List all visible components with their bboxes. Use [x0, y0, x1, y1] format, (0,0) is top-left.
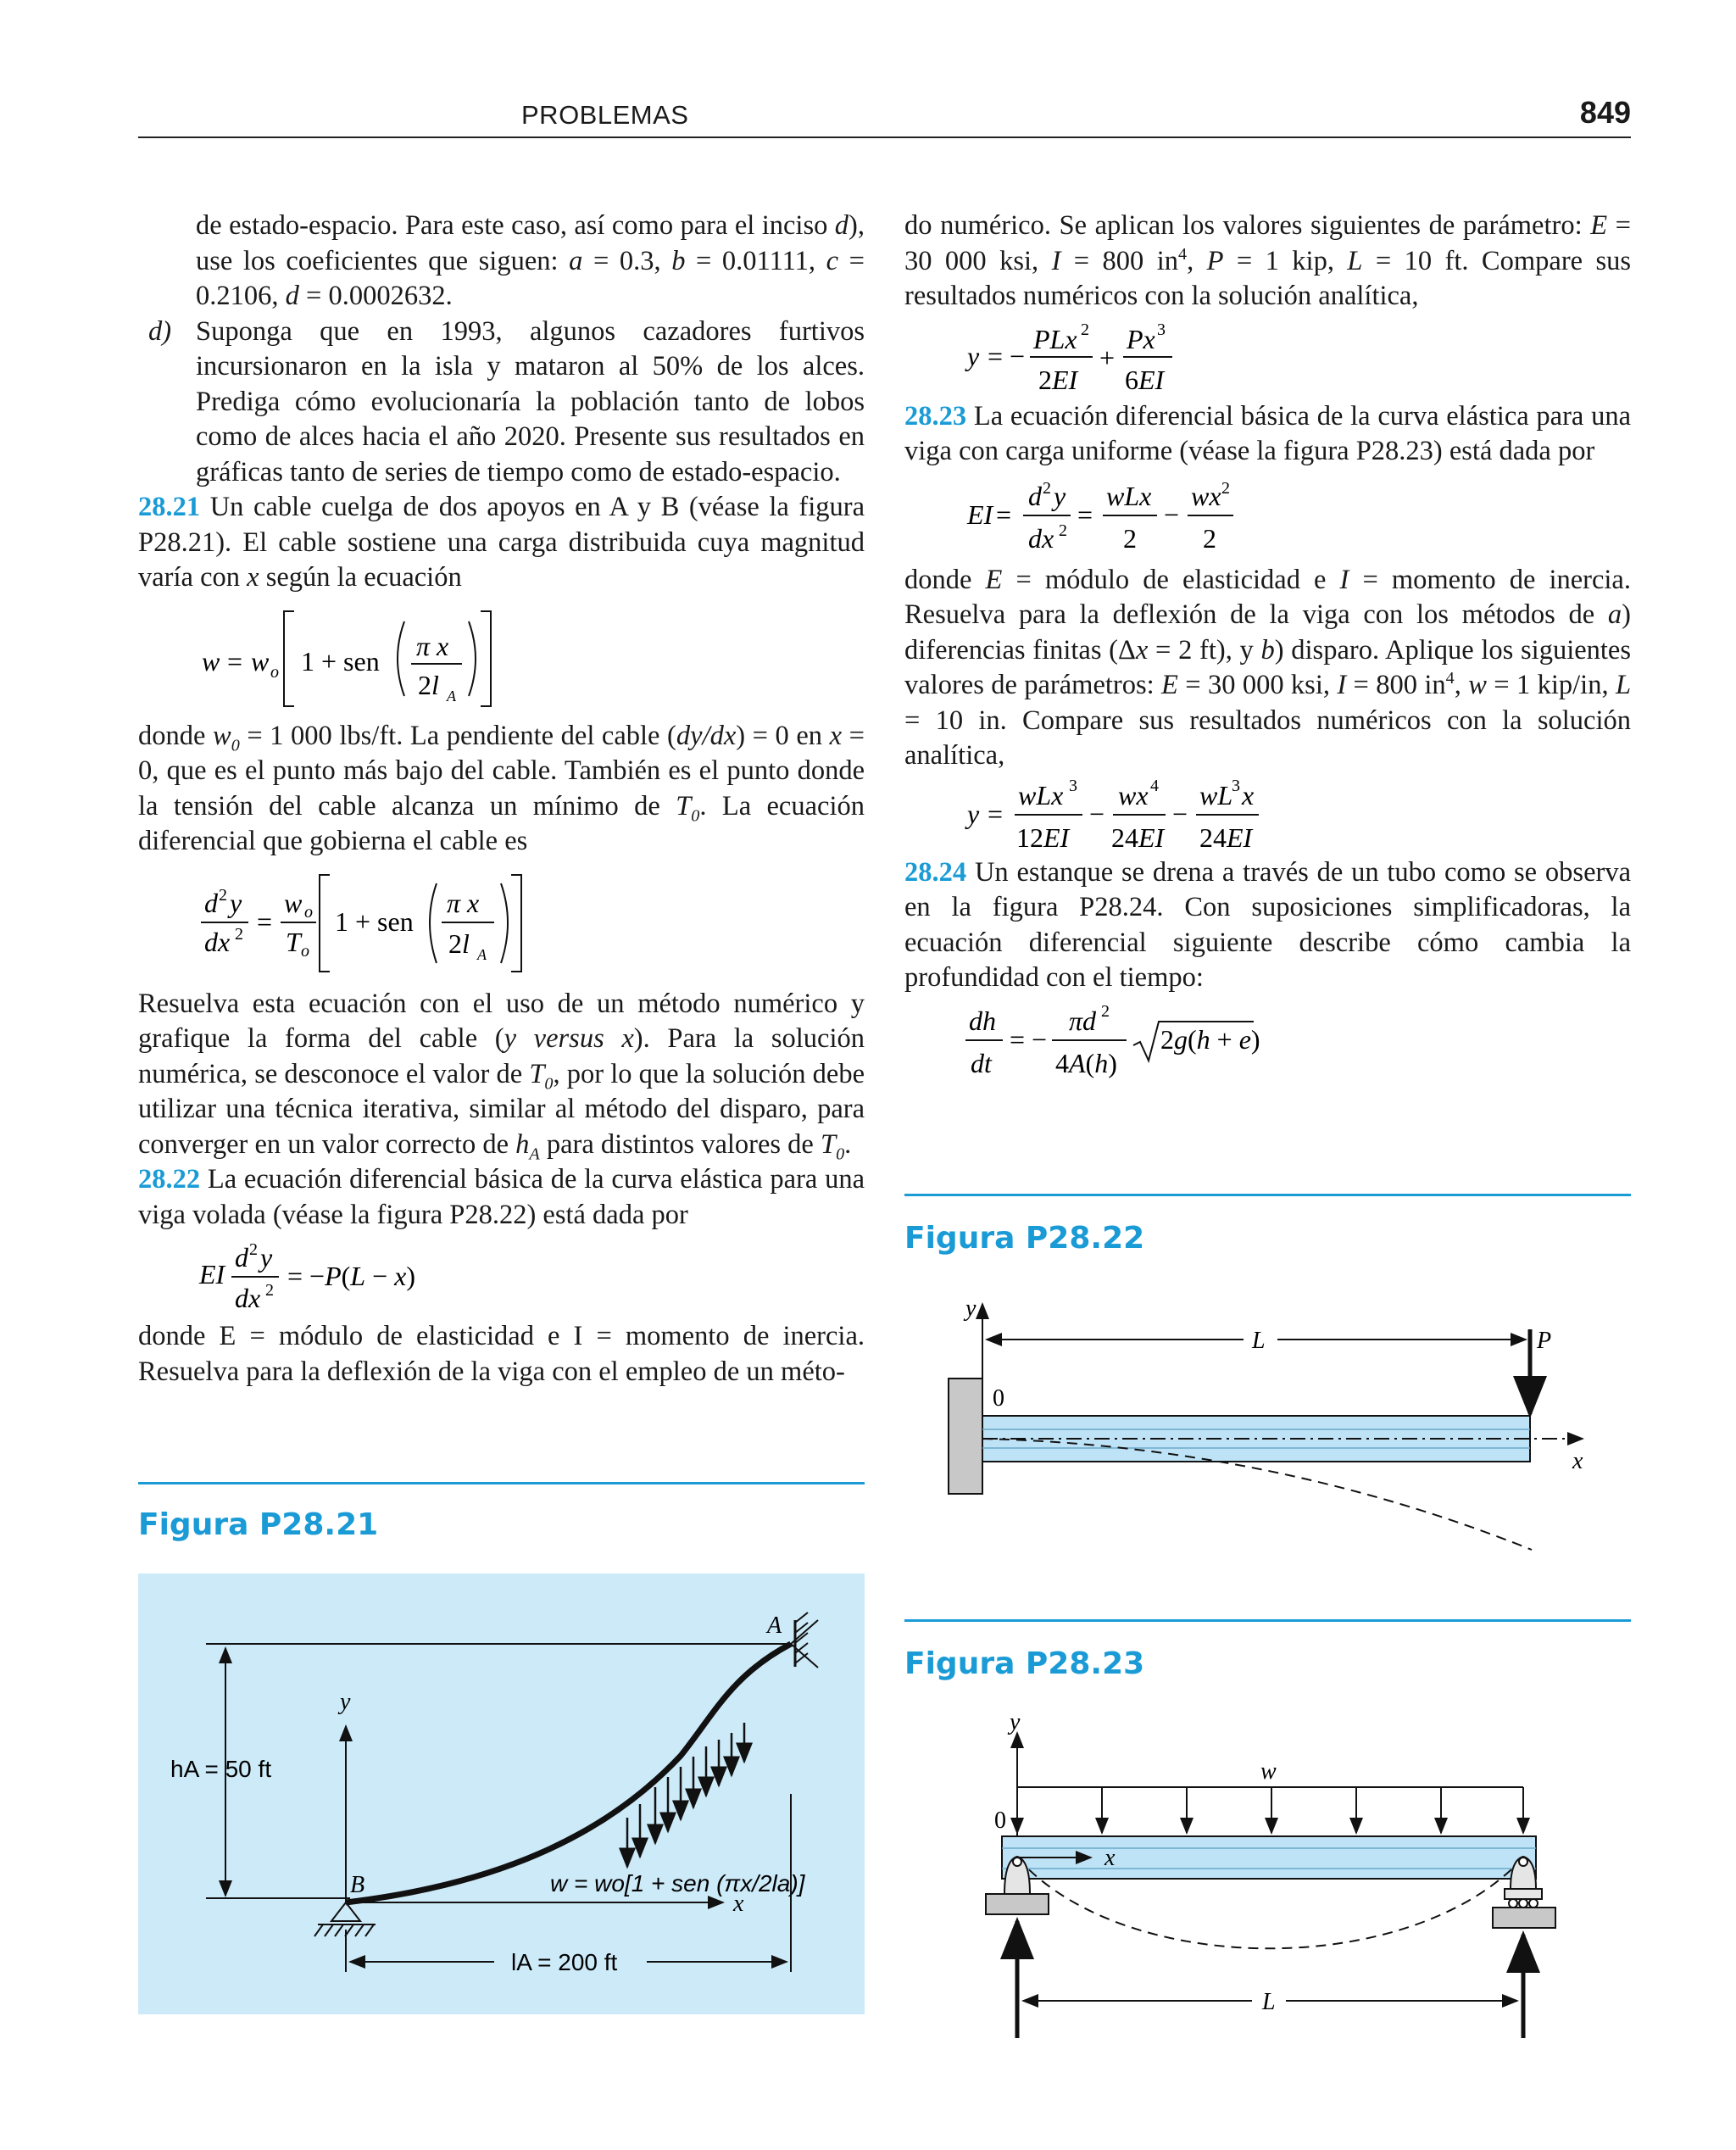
support-a [791, 1612, 818, 1668]
svg-text:o: o [301, 941, 309, 961]
svg-text:2: 2 [1123, 522, 1137, 554]
svg-text:2: 2 [265, 1281, 274, 1300]
svg-text:2l: 2l [418, 669, 439, 700]
label-load: w = wo[1 + sen (πx/2la)] [550, 1870, 805, 1897]
svg-text:dx: dx [235, 1283, 261, 1313]
svg-text:πd: πd [1069, 1005, 1097, 1036]
svg-text:dx: dx [204, 926, 231, 957]
svg-text:A: A [477, 945, 487, 963]
svg-text:−: − [1172, 798, 1188, 829]
svg-text:12EI: 12EI [1016, 822, 1070, 853]
label-y: y [965, 1295, 976, 1322]
svg-text:wx: wx [1118, 779, 1149, 810]
problem-number-28-22: 28.22 [138, 1164, 201, 1195]
problem-number-28-21: 28.21 [138, 492, 201, 522]
svg-text:2: 2 [1221, 478, 1230, 498]
svg-text:π x: π x [447, 887, 480, 918]
item-d-text: Suponga que en 1993, algunos cazadores furtivos incursionaron en la isla y mataron al 50% de los alces. Prediga cómo evolucionaría la población tanto de lobos como de alces hacia el año 2020. Presente sus resultados en gráficas tanto de series de tiempo como de estado-espacio. [196, 315, 865, 487]
distributed-load-arrows [1017, 1787, 1523, 1833]
problem-number-28-23: 28.23 [904, 400, 967, 432]
load-arrows [627, 1723, 744, 1867]
label-P: P [1537, 1328, 1552, 1354]
label-0: 0 [994, 1807, 1006, 1834]
problem-28-23-continued: donde E = módulo de elasticidad e I = momento de inercia. Resuelva para la deflexión de la viga con los métodos de a) diferencias finitas (Δx = 2 ft), y b) disparo. Aplique los siguientes valores de parámetros: E = 30 000 ksi, I = 800 $in^4$, w = 1 kip/in, L = 10 in. Compare sus resultados numéricos con la solución analítica, [904, 564, 1632, 771]
svg-text:2: 2 [249, 1240, 258, 1259]
svg-text:2l: 2l [448, 927, 470, 959]
svg-text:3: 3 [1232, 776, 1240, 795]
svg-text:=: = [1077, 499, 1093, 530]
svg-text:A: A [447, 687, 456, 705]
problem-28-23 [904, 399, 1631, 470]
running-header: PROBLEMAS [521, 100, 689, 130]
continuation-paragraph: de estado-espacio. Para este caso, así como para el inciso d), use los coeficientes que siguen: a = 0.3, b = 0.01111, c = 0.2106, d = 0.0002632. [196, 210, 865, 311]
label-L: L [1262, 1989, 1276, 2015]
svg-text:y: y [967, 340, 980, 371]
svg-text:wLx: wLx [1106, 480, 1152, 511]
problem-28-23-text: La ecuación diferencial básica de la curva elástica para una viga con carga uniforme (véase la figura P28.23) está dada por [904, 400, 1632, 466]
svg-text:2: 2 [1081, 320, 1089, 339]
svg-text:w: w [284, 887, 303, 918]
svg-text:1 + sen: 1 + sen [335, 905, 414, 937]
svg-text:=: = [996, 499, 1012, 530]
svg-text:EI: EI [967, 499, 993, 530]
svg-text:= −: = − [988, 340, 1026, 371]
svg-text:d: d [235, 1242, 248, 1273]
label-y: y [1010, 1709, 1021, 1735]
svg-text:2: 2 [1101, 1001, 1110, 1021]
svg-text:2: 2 [235, 924, 243, 944]
figure-p28-23 [904, 1699, 1631, 2055]
problem-28-22-text: La ecuación diferencial básica de la curva elástica para una viga volada (véase la figura P28.22) está dada por [138, 1164, 865, 1230]
label-B: B [350, 1872, 365, 1898]
figure-p28-21-rule [138, 1482, 865, 1484]
svg-text:dx: dx [1028, 522, 1054, 554]
problem-28-21-instructions: Resuelva esta ecuación con el uso de un método numérico y grafique la forma del cable (y versus x). Para la solución numérica, se desconoce el valor de $T_0$, por lo que la solución debe utilizar una técnica iterativa, similar al método del disparo, para converger en un valor correcto de $h_A$ para distintos valores de $T_0$. [138, 988, 865, 1163]
svg-text:PLx: PLx [1033, 323, 1077, 354]
svg-text:x: x [1242, 779, 1255, 810]
svg-text:= −P(L − x): = −P(L − x) [287, 1261, 415, 1291]
svg-text:+: + [1099, 342, 1116, 373]
label-0: 0 [993, 1385, 1004, 1412]
problem-28-21: 28.21 Un cable cuelga de dos apoyos en A y B (véase la figura P28.21). El cable sostiene una carga distribuida cuya magnitud varía con x según la ecuación [138, 492, 865, 593]
svg-text:4A(h): 4A(h) [1055, 1047, 1117, 1078]
svg-text:1 + sen: 1 + sen [301, 645, 380, 677]
svg-text:o: o [304, 902, 313, 922]
problem-number-28-24: 28.24 [904, 856, 967, 888]
equation-uniform-beam [904, 470, 1631, 563]
svg-text:−: − [1089, 798, 1105, 829]
svg-text:y: y [230, 887, 242, 918]
label-A: A [767, 1612, 782, 1639]
problem-28-24-text: Un estanque se drena a través de un tubo como se observa en la figura P28.24. Con suposiciones simplificadoras, la ecuación diferencial siguiente describe cómo cambia la profundidad con el tiempo: [904, 856, 1632, 993]
figure-p28-22-title: Figura P28.22 [904, 1221, 1145, 1256]
figure-p28-22-rule [904, 1194, 1631, 1196]
label-x: x [1104, 1845, 1116, 1871]
svg-text:y: y [1054, 480, 1066, 511]
svg-text:4: 4 [1150, 776, 1159, 795]
svg-text:3: 3 [1069, 776, 1077, 795]
svg-text:y: y [260, 1242, 273, 1273]
svg-text:dt: dt [971, 1047, 992, 1078]
svg-text:d: d [204, 887, 218, 918]
svg-text:3: 3 [1157, 320, 1166, 339]
svg-text:π x: π x [416, 630, 449, 661]
item-d [138, 315, 865, 491]
figure-p28-21 [138, 1574, 865, 2014]
equation-cantilever [138, 1233, 865, 1319]
equation-uniform-beam-solution [904, 774, 1631, 855]
svg-text:o: o [270, 662, 279, 682]
problem-28-22 [138, 1162, 865, 1233]
figure-p28-23-title: Figura P28.23 [904, 1646, 1145, 1681]
svg-text:Px: Px [1127, 323, 1155, 354]
svg-text:= −: = − [1010, 1023, 1048, 1055]
svg-text:24EI: 24EI [1199, 822, 1253, 853]
header-rule [138, 136, 1631, 138]
equation-pond [904, 996, 1631, 1089]
figure-p28-22 [904, 1280, 1631, 1560]
svg-text:2g(h + e): 2g(h + e) [1160, 1023, 1260, 1055]
svg-text:wLx: wLx [1018, 779, 1064, 810]
equation-cable [138, 860, 865, 987]
svg-text:wx: wx [1191, 480, 1221, 511]
problem-28-21-continued: donde $w_0 = 1$ 000 lbs/ft. La pendiente del cable (dy/dx) = 0 en x = 0, que es el punto más bajo del cable. También es el punto donde la tensión del cable alcanza un mínimo de $T_0$. La ecuación diferencial que gobierna el cable es [138, 720, 865, 856]
left-column [138, 209, 865, 1390]
svg-text:y: y [967, 798, 980, 829]
svg-text:=: = [988, 798, 1004, 829]
svg-text:w: w [202, 645, 220, 677]
problem-28-24 [904, 855, 1631, 996]
equation-w [138, 596, 865, 719]
figure-p28-23-rule [904, 1619, 1631, 1622]
svg-text:w: w [251, 645, 270, 677]
label-L: L [1252, 1328, 1266, 1354]
label-w: w [1260, 1758, 1277, 1785]
svg-text:6EI: 6EI [1125, 364, 1165, 395]
label-x: x [733, 1891, 744, 1917]
svg-text:2: 2 [219, 885, 227, 905]
label-x: x [1572, 1448, 1583, 1474]
problem-28-22-right: do numérico. Se aplican los valores siguientes de parámetro: E = 30 000 ksi, I = 800 $in^4$, P = 1 kip, L = 10 ft. Compare sus resultados numéricos con la solución analítica, [904, 210, 1632, 311]
svg-text:dh: dh [969, 1005, 996, 1036]
svg-text:wL: wL [1199, 779, 1233, 810]
label-lA: lA = 200 ft [511, 1949, 618, 1975]
svg-text:2: 2 [1059, 521, 1067, 540]
svg-text:=: = [257, 905, 273, 937]
fixed-wall [949, 1379, 982, 1494]
svg-text:=: = [227, 645, 243, 677]
label-hA: hA = 50 ft [170, 1756, 272, 1782]
svg-text:2EI: 2EI [1038, 364, 1078, 395]
right-column [904, 209, 1631, 1089]
svg-text:−: − [1164, 499, 1180, 530]
equation-cantilever-solution [904, 315, 1631, 399]
label-y: y [340, 1689, 351, 1715]
svg-text:24EI: 24EI [1111, 822, 1165, 853]
item-d-label: d) [148, 315, 172, 347]
svg-text:d: d [1028, 480, 1042, 511]
svg-text:2: 2 [1043, 478, 1051, 498]
svg-text:2: 2 [1203, 522, 1216, 554]
page-number: 849 [1579, 95, 1631, 130]
problem-28-22-continued: donde E = módulo de elasticidad e I = momento de inercia. Resuelva para la deflexión de la viga con el empleo de un méto- [138, 1321, 865, 1387]
figure-p28-21-title: Figura P28.21 [138, 1507, 379, 1542]
svg-text:EI: EI [199, 1259, 225, 1289]
svg-text:T: T [286, 926, 301, 957]
cable-curve [346, 1644, 791, 1902]
